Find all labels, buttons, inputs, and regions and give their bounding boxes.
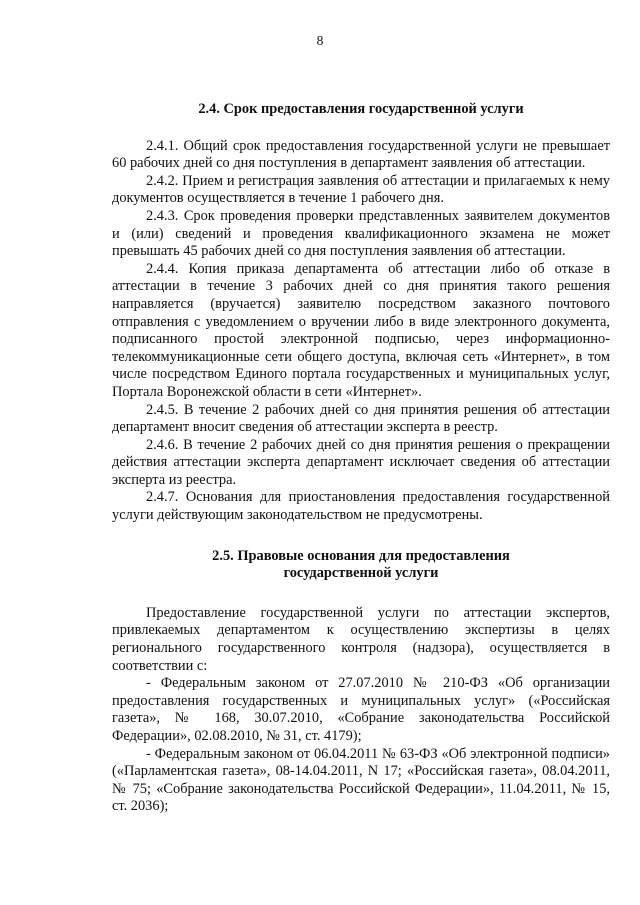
page-number: 8 — [316, 33, 324, 48]
section-2-4-heading: 2.4. Срок предоставления государственной услуги — [198, 101, 524, 117]
paragraph-2-4-1: 2.4.1. Общий срок предоставления государственной услуги не превышает 60 рабочих дней со дня поступления в департамент заявления об аттестации. — [112, 137, 610, 172]
paragraph-2-4-6: 2.4.6. В течение 2 рабочих дней со дня принятия решения о прекращении действия аттестации эксперта департамент исключает сведения об аттестации эксперта из реестра. — [112, 436, 610, 488]
section-2-5-heading-line-2: государственной услуги — [283, 565, 439, 582]
paragraph-2-5-intro: Предоставление государственной услуги по аттестации экспертов, привлекаемых департаментом к осуществлению экспертизы в целях регионального государственного контроля (надзора), осуществляется в соответствии с: — [112, 604, 610, 674]
paragraph-2-4-3: 2.4.3. Срок проведения проверки представленных заявителем документов и (или) сведений и проведения квалификационного экзамена не может превышать 45 рабочих дней со дня поступления заявления об аттестации. — [112, 207, 610, 260]
paragraph-2-5-law-63: - Федеральным законом от 06.04.2011 № 63-ФЗ «Об электронной подписи» («Парламентская газета», 08-14.04.2011, N 17; «Российская газета», 08.04.2011, № 75; «Собрание законодательства Российской Федерации», 11.04.2011, № 15, ст. 2036); — [112, 745, 610, 815]
section-2-5-heading-line-1: 2.5. Правовые основания для предоставления — [212, 547, 510, 564]
paragraph-2-4-5: 2.4.5. В течение 2 рабочих дней со дня принятия решения об аттестации департамент вносит сведения об аттестации эксперта в реестр. — [112, 401, 610, 436]
paragraph-2-4-2: 2.4.2. Прием и регистрация заявления об аттестации и прилагаемых к нему документов осуществляется в течение 1 рабочего дня. — [112, 172, 610, 207]
section-2-5-heading — [112, 548, 610, 583]
paragraph-2-4-4: 2.4.4. Копия приказа департамента об аттестации либо об отказе в аттестации в течение 3 рабочих дней со дня принятия такого решения направляется (вручается) заявителю посредством заказного почтового отправления с уведомлением о вручении либо в виде электронного документа, подписанного простой электронной подписью, через информационно-телекоммуникационные сети общего доступа, включая сеть «Интернет», в том числе посредством Единого портала государственных и муниципальных услуг, Портала Воронежской области в сети «Интернет». — [112, 260, 610, 400]
paragraph-2-5-law-210: - Федеральным законом от 27.07.2010 № 210-ФЗ «Об организации предоставления государственных и муниципальных услуг» («Российская газета», № 168, 30.07.2010, «Собрание законодательства Российской Федерации», 02.08.2010, № 31, ст. 4179); — [112, 675, 610, 744]
paragraph-2-4-7: 2.4.7. Основания для приостановления предоставления государственной услуги действующим законодательством не предусмотрены. — [112, 489, 610, 524]
page-content — [112, 101, 610, 816]
